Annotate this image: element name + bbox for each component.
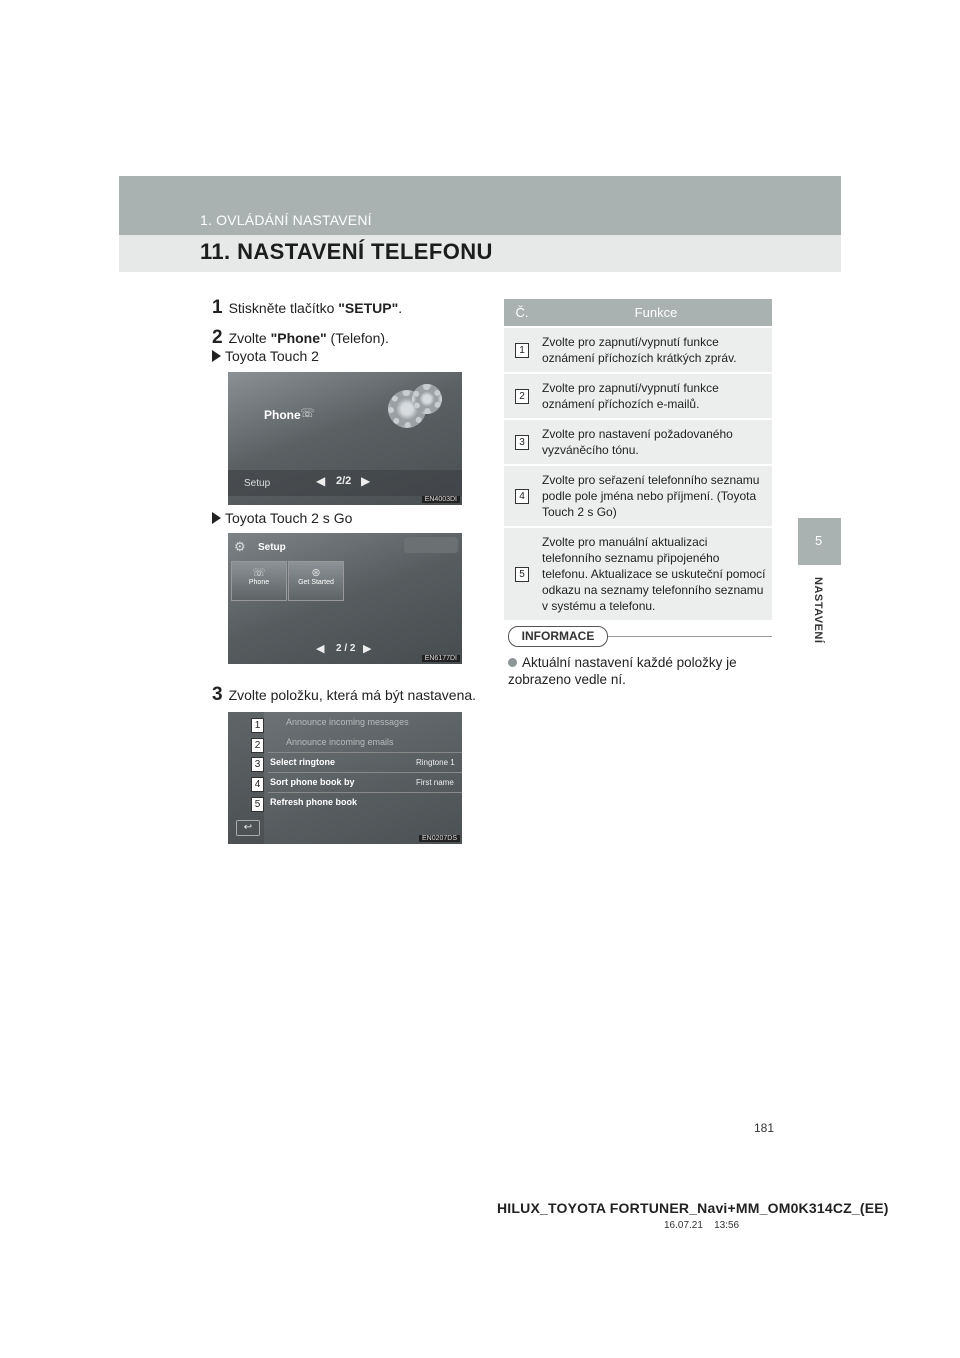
page-number: 181: [754, 1121, 775, 1135]
screen-item-label: Select ringtone: [270, 757, 336, 767]
screen-phone-label: Phone: [264, 408, 301, 422]
bullet-dot-icon: [508, 658, 517, 667]
screen-item-label: Sort phone book by: [270, 777, 355, 787]
screen-item-2: 2: [251, 735, 264, 753]
info-divider: [604, 636, 772, 637]
arrow-right-icon: ▶: [363, 643, 372, 655]
back-icon: ↩: [236, 820, 260, 836]
chapter-tab-number: 5: [815, 533, 823, 548]
step-number: 1: [212, 297, 223, 318]
figure-code: EN0207DS: [419, 835, 460, 842]
connect-icon: ⊛: [311, 567, 321, 579]
arrow-left-icon: ◀: [316, 474, 326, 488]
step-3: 3 Zvolte položku, která má být nastavena.: [212, 684, 477, 705]
divider: [268, 752, 462, 753]
column-header-number: Č.: [515, 305, 529, 320]
table-row: 4 Zvolte pro seřazení telefonního seznamu podle pole jména nebo příjmení. (Toyota Touch 2 s Go): [504, 464, 772, 526]
screen-item-3: 3: [251, 754, 264, 772]
section-label: 1. OVLÁDÁNÍ NASTAVENÍ: [200, 212, 372, 228]
step-1: 1 Stiskněte tlačítko "SETUP".: [212, 297, 403, 318]
screen-item-label: Announce incoming messages: [286, 717, 409, 727]
triangle-bullet-icon: [212, 512, 221, 524]
arrow-left-icon: ◀: [316, 643, 325, 655]
table-row: 5 Zvolte pro manuální aktualizaci telefonního seznamu připojeného telefonu. Aktualizace se uskuteční pomocí odkazu na seznamy telefonního seznamu v systému a telefonu.: [504, 526, 772, 620]
triangle-bullet-icon: [212, 350, 221, 362]
screen-setup-label: Setup: [244, 478, 271, 489]
screen-item-label: Announce incoming emails: [286, 737, 394, 747]
page-title: 11. NASTAVENÍ TELEFONU: [200, 239, 493, 264]
table-row: 2 Zvolte pro zapnutí/vypnutí funkce oznámení příchozích e-mailů.: [504, 372, 772, 418]
chapter-tab-label: NASTAVENÍ: [812, 577, 824, 644]
table-row: 3 Zvolte pro nastavení požadovaného vyzváněcího tónu.: [504, 418, 772, 464]
phone-icon: ☏: [300, 406, 316, 420]
screen-phone-button: ☏ Phone: [231, 561, 287, 601]
screen-item-value: First name: [416, 778, 454, 787]
screen-item-1: 1: [251, 715, 264, 733]
screen-page-indicator: 2 / 2: [336, 643, 356, 654]
screenshot-touch2-go: [228, 533, 462, 664]
screenshot-touch2: [228, 372, 462, 505]
gear-icon: [412, 384, 442, 414]
divider: [268, 792, 462, 793]
function-table: [504, 299, 772, 620]
step-number: 2: [212, 327, 223, 348]
screen-get-started-button: ⊛ Get Started: [288, 561, 344, 601]
screen-item-4: 4: [251, 774, 264, 792]
divider: [268, 772, 462, 773]
table-row: 1 Zvolte pro zapnutí/vypnutí funkce oznámení příchozích krátkých zpráv.: [504, 326, 772, 372]
bullet-toyota-touch-2-go: Toyota Touch 2 s Go: [212, 510, 352, 526]
print-timestamp: 16.07.21 13:56: [664, 1220, 740, 1231]
screen-page-indicator: 2/2: [336, 475, 352, 487]
screenshot-phone-settings: [228, 712, 462, 844]
screen-setup-title: Setup: [258, 542, 286, 553]
gear-icon: ⚙: [234, 539, 246, 554]
table-header: [504, 299, 772, 326]
info-badge: INFORMACE: [508, 626, 608, 647]
figure-code: EN6177DI: [422, 655, 460, 662]
arrow-right-icon: ▶: [361, 474, 371, 488]
screen-item-value: Ringtone 1: [416, 758, 455, 767]
info-text: Aktuální nastavení každé položky je zobrazeno vedle ní.: [508, 655, 737, 687]
column-header-function: Funkce: [634, 305, 678, 320]
phone-icon: ☏: [252, 567, 266, 579]
step-2: 2 Zvolte "Phone" (Telefon).: [212, 327, 389, 348]
step-number: 3: [212, 684, 223, 705]
screen-item-5: 5: [251, 794, 264, 812]
status-icons: [404, 537, 458, 553]
figure-code: EN4003DI: [422, 496, 460, 503]
bullet-toyota-touch-2: Toyota Touch 2: [212, 348, 319, 364]
screen-item-label: Refresh phone book: [270, 797, 358, 807]
document-id: HILUX_TOYOTA FORTUNER_Navi+MM_OM0K314CZ_(EE): [497, 1200, 889, 1216]
